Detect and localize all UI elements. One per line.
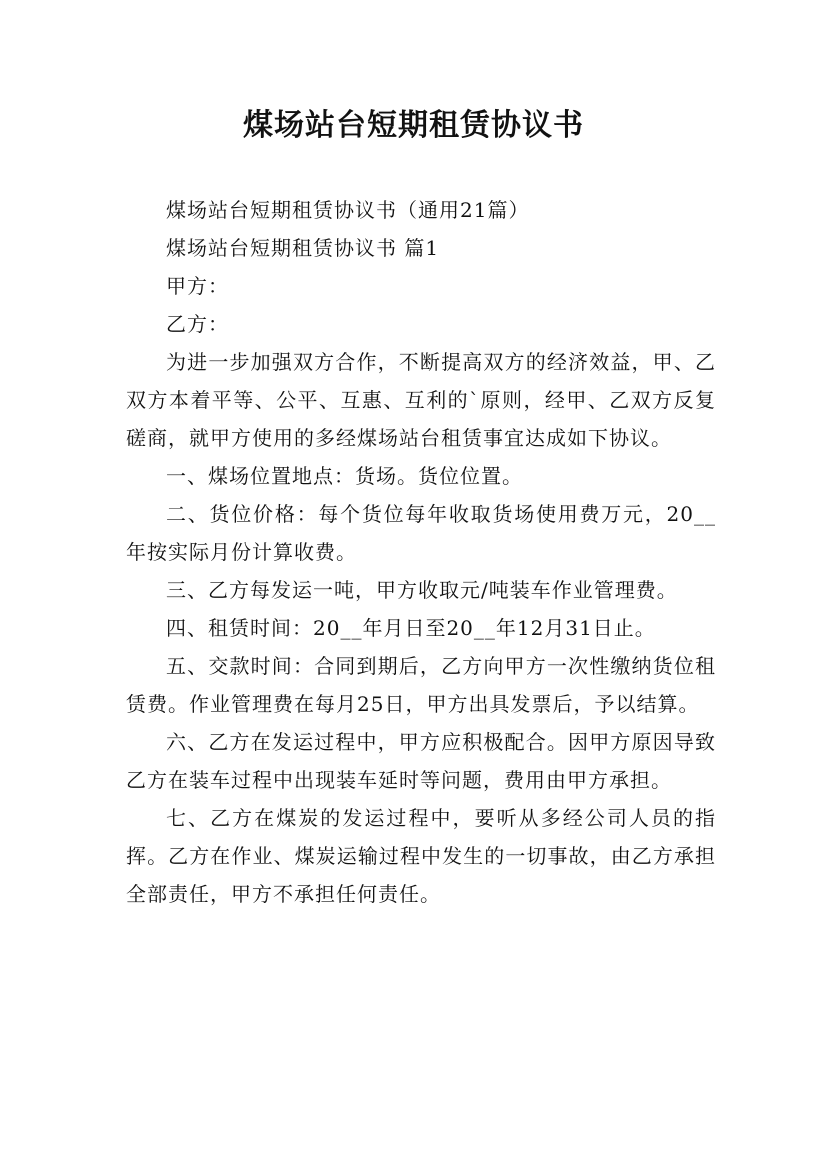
document-body [126,191,716,913]
clause-3-fee: 三、乙方每发运一吨，甲方收取元/吨装车作业管理费。 [166,578,678,602]
clause-7-responsibility: 七、乙方在煤炭的发运过程中，要听从多经公司人员的指挥。乙方在作业、煤炭运输过程中发生的一切事故，由乙方承担全部责任，甲方不承担任何责任。 [126,806,716,906]
clause-6-cooperation: 六、乙方在发运过程中，甲方应积极配合。因甲方原因导致乙方在装车过程中出现装车延时等问题，费用由甲方承担。 [126,730,716,792]
paragraph-preamble: 为进一步加强双方合作，不断提高双方的经济效益，甲、乙双方本着平等、公平、互惠、互利的`原则，经甲、乙双方反复磋商，就甲方使用的多经煤场站台租赁事宜达成如下协议。 [126,350,716,450]
paragraph-party-b: 乙方： [166,312,229,336]
clause-2-price: 二、货位价格：每个货位每年收取货场使用费万元，20__年按实际月份计算收费。 [126,502,716,564]
clause-1-location: 一、煤场位置地点：货场。货位位置。 [166,464,523,488]
paragraph-subtitle: 煤场站台短期租赁协议书（通用21篇） [166,198,530,222]
paragraph-party-a: 甲方： [166,274,229,298]
paragraph-section-heading: 煤场站台短期租赁协议书 篇1 [166,236,440,260]
clause-4-term: 四、租赁时间：20__年月日至20__年12月31日止。 [166,616,656,640]
document-title: 煤场站台短期租赁协议书 [243,108,584,143]
clause-5-payment: 五、交款时间：合同到期后，乙方向甲方一次性缴纳货位租赁费。作业管理费在每月25日，甲方出具发票后，予以结算。 [126,654,716,716]
